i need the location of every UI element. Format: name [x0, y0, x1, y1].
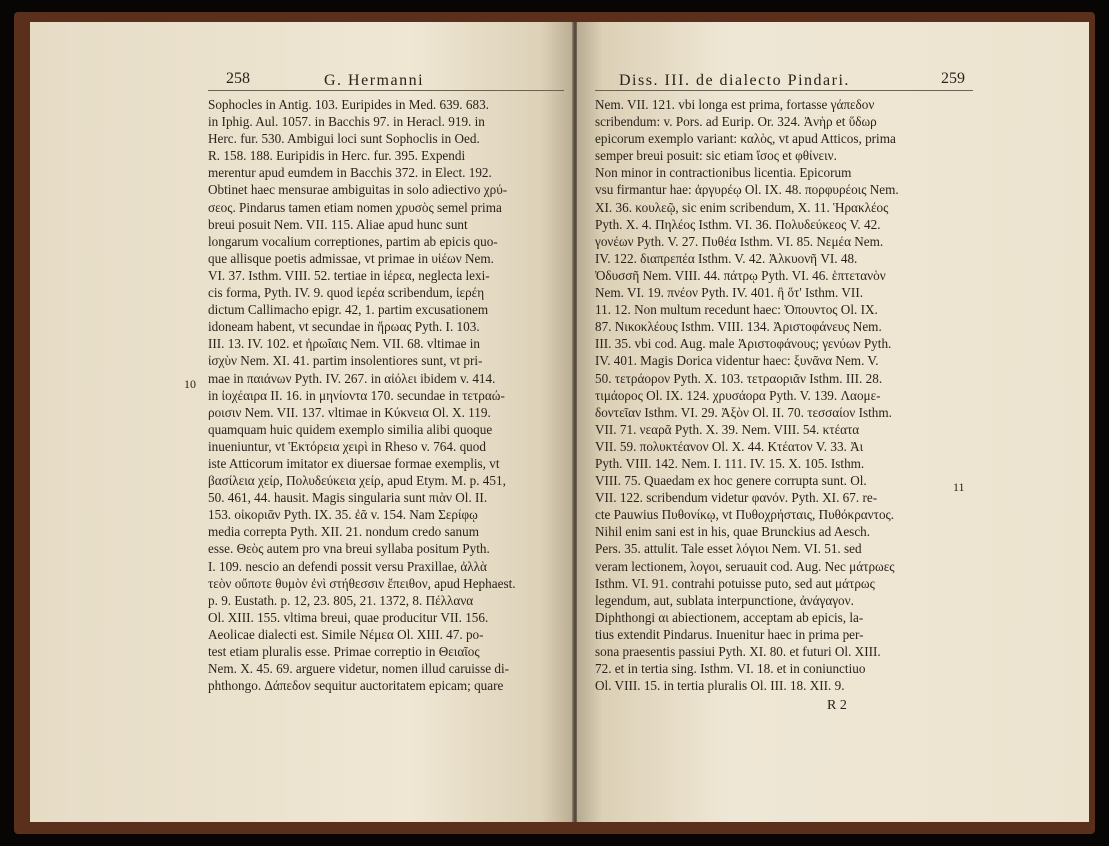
text-line: 72. et in tertia sing. Isthm. VI. 18. et in coniunctiuo — [595, 661, 866, 677]
text-line: test etiam pluralis esse. Primae correptio in Θειαῖος — [208, 644, 480, 659]
text-line: I. 109. nescio an defendi possit versu Praxillae, ἀλλὰ — [208, 558, 487, 574]
right-head-rule — [595, 90, 973, 91]
text-line: VII. 71. νεαρᾶ Pyth. X. 39. Nem. VIII. 54. κτέατα — [595, 421, 860, 437]
text-line: Pers. 35. attulit. Tale esset λόγιοι Nem. VI. 51. sed — [595, 541, 862, 557]
text-line: R. 158. 188. Euripidis in Herc. fur. 395. Expendi — [208, 148, 466, 164]
text-line: VI. 37. Isthm. VIII. 52. tertiae in ἱέρεα, neglecta lexi- — [208, 267, 490, 283]
text-line: legendum, aut, sublata interpunctione, ἀνάγαγον. — [595, 592, 854, 608]
text-line: τεὸν οὔποτε θυμὸν ἐνὶ στήθεσσιν ἔπειθον, apud Hephaest. — [208, 575, 516, 591]
text-line: 50. 461, 44. hausit. Magis singularia sunt πιὰν Ol. II. — [208, 490, 488, 506]
text-line: VII. 122. scribendum videtur φανόν. Pyth. XI. 67. re- — [595, 490, 878, 506]
text-line: VII. 59. πολυκτέανον Ol. X. 44. Κτέατον V. 33. Ἀι — [595, 438, 864, 454]
text-line: cte Pauwius Πυθονίκῳ, vt Πυθοχρήσταις, Πυθόκραντος. — [595, 507, 895, 523]
text-line: media correpta Pyth. XII. 21. nondum credo sanum — [208, 524, 480, 540]
text-line: merentur apud eumdem in Bacchis 372. in Elect. 192. — [208, 165, 492, 181]
text-line: XI. 36. κουλεῷ, sic enim scribendum, X. 11. Ἡρακλέος — [595, 199, 889, 215]
text-line: idoneam habent, vt secundae in ἥρωας Pyth. I. 103. — [208, 319, 480, 335]
left-line-number: 10 — [184, 377, 196, 391]
text-line: p. 9. Eustath. p. 12, 23. 805, 21. 1372, 8. Πέλλανα — [208, 592, 474, 608]
text-line: γονέων Pyth. V. 27. Πυθέα Isthm. VI. 85. Νεμέα Nem. — [595, 233, 884, 249]
right-line-number: 11 — [953, 480, 965, 494]
text-line: Diphthongi αι abiectionem, acceptam ab epicis, la- — [595, 609, 864, 625]
text-line: inueniuntur, vt Ἑκτόρεια χειρὶ in Rheso v. 764. quod — [208, 438, 486, 454]
text-line: Obtinet haec mensurae ambiguitas in solo adiectivo χρύ- — [208, 182, 508, 198]
text-line: Isthm. VI. 91. contrahi potuisse puto, sed aut μάτρως — [595, 575, 875, 591]
text-line: δοντεῖαν Isthm. VI. 29. Ἀξὸν Ol. II. 70. τεσσαίον Isthm. — [595, 404, 892, 420]
left-text-block — [208, 96, 570, 694]
text-line: Ὀδυσσῆ Nem. VIII. 44. πάτρῳ Pyth. VI. 46. ἑπτετανὸν — [595, 267, 886, 283]
text-line: Ol. VIII. 15. in tertia pluralis Ol. III. 18. XII. 9. — [595, 678, 845, 694]
text-line: Aeolicae dialecti est. Simile Νέμεα Ol. XIII. 47. po- — [208, 626, 484, 642]
text-line: tius extendit Pindarus. Inuenitur haec in prima per- — [595, 626, 864, 642]
text-line: III. 13. IV. 102. et ἡρωΐαις Nem. VII. 68. vltimae in — [208, 336, 481, 352]
text-line: Herc. fur. 530. Ambigui loci sunt Sophoclis in Oed. — [208, 131, 480, 147]
text-line: τιμάορος Ol. IX. 124. χρυσάορα Pyth. V. 139. Λαομε- — [595, 387, 881, 403]
text-line: semper breui posuit: sic etiam ἴσος et φθίνειν. — [595, 148, 837, 164]
text-line: Nem. VI. 19. πνέον Pyth. IV. 401. ἢ ὅτ' Isthm. VII. — [595, 285, 864, 301]
text-line: sona praesentis passiui Pyth. XI. 80. et futuri Ol. XIII. — [595, 644, 881, 659]
text-line: scribendum: v. Pors. ad Eurip. Or. 324. Ἀνὴρ et ὕδωρ — [595, 114, 877, 130]
text-line: 87. Νικοκλέους Isthm. VIII. 134. Ἀριστοφάνευς Nem. — [595, 319, 882, 335]
text-line: ἰσχὺν Nem. XI. 41. partim insolentiores sunt, vt pri- — [208, 353, 483, 369]
right-page — [577, 22, 1089, 822]
text-line: Ol. XIII. 155. vltima breui, quae producitur VII. 156. — [208, 609, 489, 625]
text-line: IV. 122. διαπρεπέα Isthm. V. 42. Ἀλκυονῆ VI. 48. — [595, 250, 858, 266]
text-line: cis forma, Pyth. IV. 9. quod ἱερέα scribendum, ἱερέη — [208, 285, 485, 301]
text-line: 50. τετράορον Pyth. X. 103. τετραοριᾶν Isthm. III. 28. — [595, 370, 883, 386]
text-line: epicorum exemplo variant: καλὸς, vt apud Atticos, prima — [595, 131, 896, 147]
text-line: ροισιν Nem. VII. 137. vltimae in Κύκνεια Ol. X. 119. — [208, 404, 491, 420]
text-line: Pyth. VIII. 142. Nem. I. 111. IV. 15. X. 105. Isthm. — [595, 455, 865, 471]
text-line: esse. Θεὸς autem pro vna breui syllaba positum Pyth. — [208, 541, 490, 557]
left-page — [30, 22, 574, 822]
text-line: Nem. X. 45. 69. arguere videtur, nomen illud caruisse di- — [208, 661, 510, 677]
text-line: VIII. 75. Quaedam ex hoc genere corrupta sunt. Ol. — [595, 473, 867, 489]
text-line: IV. 401. Magis Dorica videntur haec: ξυνᾶνα Nem. V. — [595, 353, 879, 369]
text-line: Sophocles in Antig. 103. Euripides in Med. 639. 683. — [208, 97, 489, 112]
right-page-number: 259 — [941, 70, 965, 87]
right-running-head: Diss. III. de dialecto Pindari. — [619, 72, 850, 89]
text-line: phthongo. Δάπεδον sequitur auctoritatem epicam; quare — [208, 678, 504, 694]
text-line: βασίλεια χείρ, Πολυδεύκεια χείρ, apud Etym. M. p. 451, — [208, 473, 506, 489]
text-line: 11. 12. Non multum recedunt haec: Ὀπουντος Ol. IX. — [595, 302, 878, 318]
text-line: 153. οἰκοριᾶν Pyth. IX. 35. ἐᾶ v. 154. Nam Σερίφῳ — [208, 507, 478, 523]
text-line: iste Atticorum imitator ex diuersae formae exemplis, vt — [208, 455, 500, 471]
text-line: dictum Callimacho epigr. 42, 1. partim excusationem — [208, 302, 489, 318]
text-line: in Iphig. Aul. 1057. in Bacchis 97. in Heracl. 919. in — [208, 114, 485, 130]
left-page-number: 258 — [226, 70, 250, 87]
right-text-block — [595, 96, 949, 694]
text-line: veram lectionem, λογοι, seruauit cod. Aug. Nec μάτρωες — [595, 558, 895, 574]
text-line: breui posuit Nem. VII. 115. Aliae apud hunc sunt — [208, 216, 468, 232]
text-line: Pyth. X. 4. Πηλέος Isthm. VI. 36. Πολυδεύκεος V. 42. — [595, 216, 881, 232]
text-line: Nem. VII. 121. vbi longa est prima, fortasse γάπεδον — [595, 97, 875, 112]
text-line: Nihil enim sani est in his, quae Brunckius ad Aesch. — [595, 524, 871, 540]
text-line: III. 35. vbi cod. Aug. male Ἀριστοφάνους; γενύων Pyth. — [595, 336, 892, 352]
text-line: σεος. Pindarus tamen etiam nomen χρυσὸς semel prima — [208, 199, 502, 215]
text-line: Non minor in contractionibus licentia. Epicorum — [595, 165, 852, 181]
text-line: vsu firmantur hae: ἀργυρέῳ Ol. IX. 48. πορφυρέοις Nem. — [595, 182, 899, 198]
signature-mark: R 2 — [827, 698, 847, 713]
text-line: in ἰοχέαιρα II. 16. in μηνίοντα 170. secundae in τετραώ- — [208, 387, 505, 403]
text-line: quamquam huic quidem exemplo similia alibi quoque — [208, 421, 493, 437]
text-line: que allisque poetis admissae, vt primae in υἱέων Nem. — [208, 250, 494, 266]
text-line: longarum vocalium correptiones, partim ab epicis quo- — [208, 233, 498, 249]
text-line: mae in παιάνων Pyth. IV. 267. in αἰόλει ibidem v. 414. — [208, 370, 496, 386]
left-head-rule — [208, 90, 564, 91]
left-running-head: G. Hermanni — [324, 72, 425, 89]
